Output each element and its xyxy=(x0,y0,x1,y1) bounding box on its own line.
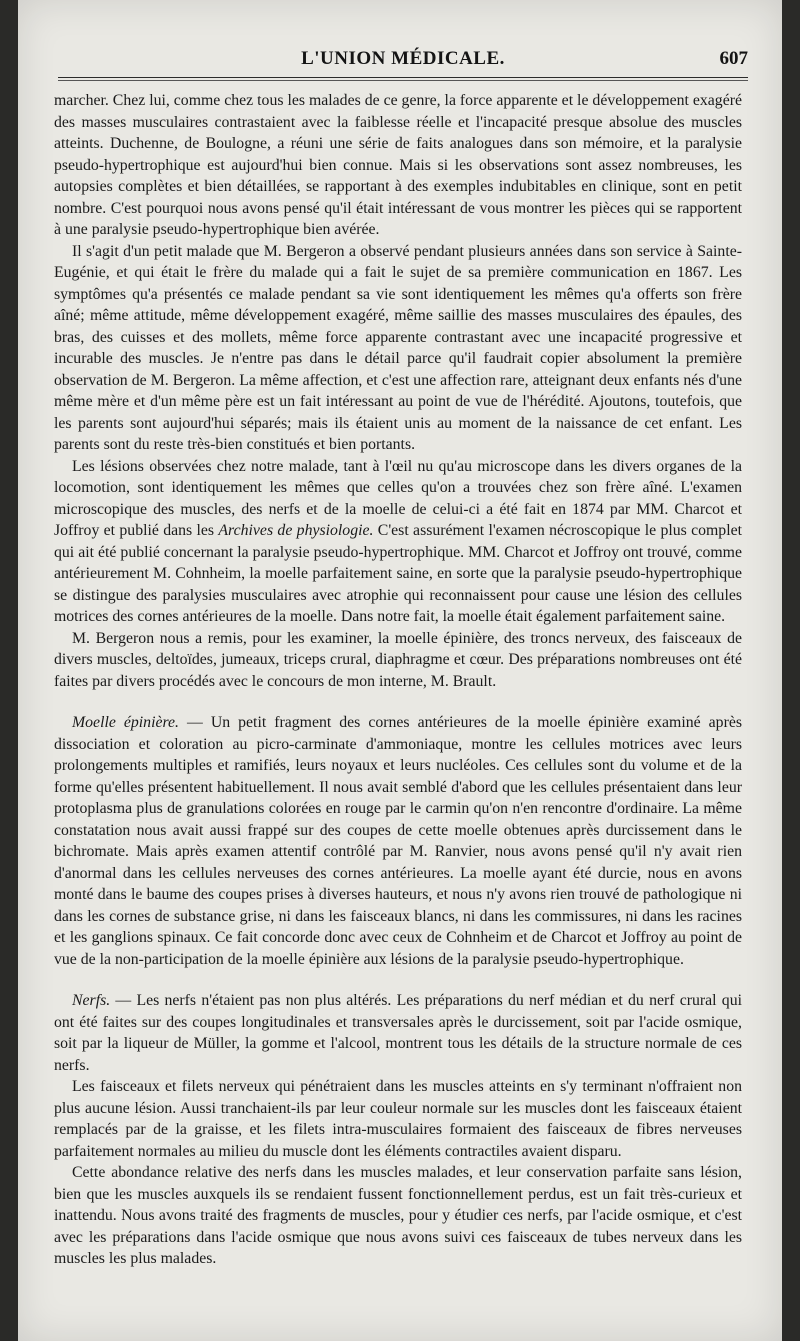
section-text-moelle: — Un petit fragment des cornes antérieures de la moelle épinière examiné après dissociation et coloration au picro-carminate d'ammoniaque, montre les cellules motrices avec leurs prolongements multiples et ramifiés, leurs noyaux et leurs nucléoles. Ces cellules sont du volume et de la forme qu'elles présentent habituellement. Il nous avait semblé d'abord que les cellules présentaient dans leur protoplasma plus de granulations colorées en rouge par le carmin qu'on n'en rencontre d'ordinaire. La même constatation nous avait aussi frappé sur des coupes de cette moelle obtenues après durcissement dans le bichromate. Mais après examen attentif contrôlé par M. Ranvier, nous avons pensé qu'il n'y avait rien d'anormal dans les cellules nerveuses des cornes antérieures. La moelle ayant été durcie, nous en avons monté dans le baume des coupes prises à diverses hauteurs, et nous n'y avons rien trouvé de pathologique ni dans les cornes de substance grise, ni dans les faisceaux blancs, ni dans les commissures, ni dans les racines et les ganglions spinaux. Ce fait concorde donc avec ceux de Cohnheim et de Charcot et Joffroy au point de vue de la non-participation de la moelle épinière aux lésions de la paralysie pseudo-hypertrophique. xyxy=(54,714,742,968)
journal-title: Archives de physiologie. xyxy=(218,522,374,539)
page-number: 607 xyxy=(719,48,748,69)
section-title-nerfs: Nerfs. xyxy=(72,992,111,1009)
running-head: L'UNION MÉDICALE. xyxy=(301,48,505,69)
paragraph-3-part-1: Les lésions observées chez notre malade, tant à l'œil nu qu'au microscope dans les divers organes de la locomotion, sont identiquement les mêmes que celles qu'on a trouvées chez son frère aîné. L'examen microscopique des muscles, des nerfs et de la moelle de celui-ci a été fait en 1874 par MM. Charcot et Joffroy et publié dans les xyxy=(54,457,742,539)
paragraph-7: Les faisceaux et filets nerveux qui pénétraient dans les muscles atteints en s'y terminant n'offraient non plus aucune lésion. Aussi tranchaient-ils par leur couleur normale sur les muscles dont les faisceaux étaient remplacés par de la graisse, et les filets intra-musculaires formaient des faisceaux de fibres nerveuses parfaitement normales au milieu du muscle dont les éléments contractiles avaient disparu. xyxy=(54,1078,742,1160)
section-title-moelle: Moelle épinière. xyxy=(72,714,179,731)
section-moelle-epiniere xyxy=(54,712,742,970)
section-text-nerfs: — Les nerfs n'étaient pas non plus altérés. Les préparations du nerf médian et du nerf crural qui ont été faites sur des coupes longitudinales et transversales après le durcissement, soit par l'acide osmique, soit par la liqueur de Müller, la gomme et l'alcool, montrent tous les détails de la structure normale de ces nerfs. xyxy=(54,992,742,1074)
page-header xyxy=(58,42,748,72)
book-page xyxy=(18,0,782,1341)
paragraph-1: marcher. Chez lui, comme chez tous les malades de ce genre, la force apparente et le développement exagéré des masses musculaires contrastaient avec la faiblesse réelle et l'incapacité presque absolue des muscles atteints. Duchenne, de Boulogne, a réuni une série de faits analogues dans son mémoire, et la paralysie pseudo-hypertrophique est aujourd'hui bien connue. Mais si les observations sont assez nombreuses, les autopsies complètes et bien détaillées, se rapportant à des exemples indubitables en clinique, sont en petit nombre. C'est pourquoi nous avons pensé qu'il était intéressant de vous montrer les pièces qui se rapportent à une paralysie pseudo-hypertrophique bien avérée. xyxy=(54,92,742,238)
body-text xyxy=(54,90,742,1270)
paragraph-3 xyxy=(54,456,742,628)
paragraph-3-part-2: C'est assurément l'examen nécroscopique le plus complet qui ait été publié concernant la paralysie pseudo-hypertrophique. MM. Charcot et Joffroy ont trouvé, comme antérieurement M. Cohnheim, la moelle parfaitement saine, en sorte que la paralysie pseudo-hypertrophique se distingue des paralysies musculaires avec atrophie qui reconnaissent pour cause une lésion des cellules motrices des cornes antérieures de la moelle. Dans notre fait, la moelle était également parfaitement saine. xyxy=(54,522,742,625)
paragraph-2: Il s'agit d'un petit malade que M. Bergeron a observé pendant plusieurs années dans son service à Sainte-Eugénie, et qui était le frère du malade qui a fait le sujet de sa première communication en 1867. Les symptômes qu'a présentés ce malade pendant sa vie sont identiquement les mêmes qu'a offerts son frère aîné; même attitude, même développement exagéré, même saillie des masses musculaires des épaules, des bras, des cuisses et des mollets, même force apparente contrastant avec une incapacité progressive et incurable des muscles. Je n'entre pas dans le détail parce qu'il faudrait copier absolument la première observation de M. Bergeron. La même affection, et c'est une affection rare, atteignant deux enfants nés d'une même mère et d'un même père est un fait intéressant au point de vue de l'hérédité. Ajoutons, toutefois, que les parents sont aujourd'hui séparés; mais ils étaient unis au moment de la naissance de cet enfant. Les parents sont du reste très-bien constitués et bien portants. xyxy=(54,242,742,453)
paragraph-8: Cette abondance relative des nerfs dans les muscles malades, et leur conservation parfaite sans lésion, bien que les muscles auxquels ils se rendaient fussent fonctionnellement perdus, est un fait très-curieux et inattendu. Nous avons traité des fragments de muscles, pour y étudier ces nerfs, par l'acide osmique, et c'est avec les préparations dans l'acide osmique que nous avons suivi ces faisceaux de tubes nerveux dans les muscles les plus malades. xyxy=(54,1164,742,1267)
header-rule xyxy=(58,77,748,81)
paragraph-4: M. Bergeron nous a remis, pour les examiner, la moelle épinière, des troncs nerveux, des faisceaux de divers muscles, deltoïdes, jumeaux, triceps crural, diaphragme et cœur. Des préparations nombreuses ont été faites par divers procédés avec le concours de mon interne, M. Brault. xyxy=(54,629,742,690)
section-nerfs xyxy=(54,990,742,1076)
